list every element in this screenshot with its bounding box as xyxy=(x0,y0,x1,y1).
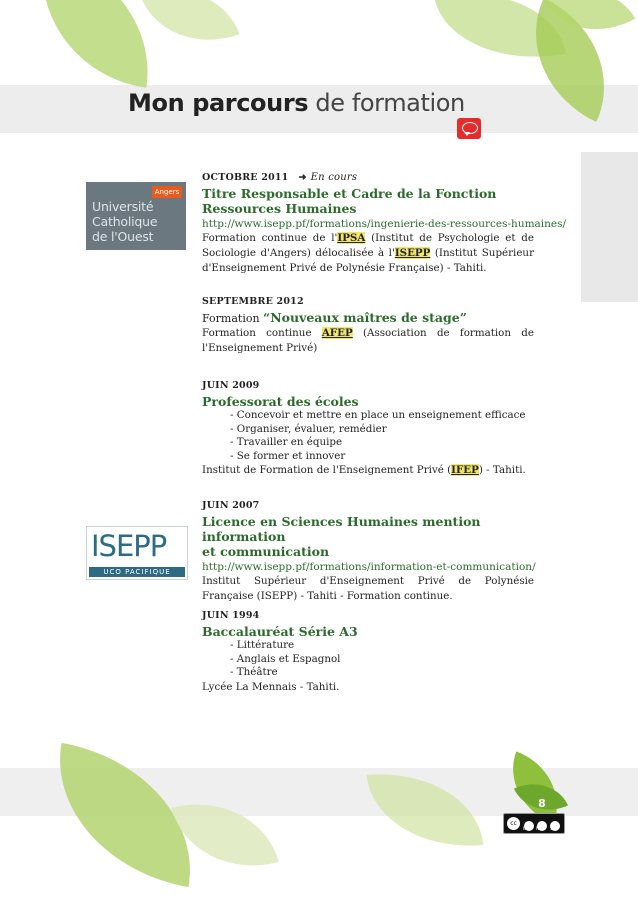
formation-entry xyxy=(202,172,567,276)
page-title-bold: Mon parcours xyxy=(128,89,309,117)
entry-date: SEPTEMBRE 2012 xyxy=(202,296,304,307)
entry-title: Baccalauréat Série A3 xyxy=(202,624,358,639)
license-labels: BY NC SA xyxy=(523,827,560,832)
ucop-logo xyxy=(86,182,186,250)
list-item: - Théâtre xyxy=(230,666,278,678)
list-item: - Travailler en équipe xyxy=(230,436,343,448)
entry-link[interactable]: http://www.isepp.pf/formations/information-et-communication/ xyxy=(202,561,536,573)
entry-status: En cours xyxy=(310,172,358,183)
ucop-logo-line: Catholique xyxy=(92,214,158,229)
list-item: - Organiser, évaluer, remédier xyxy=(230,422,387,435)
entry-date: JUIN 2009 xyxy=(202,380,260,391)
entry-title: Professorat des écoles xyxy=(202,394,359,409)
highlighted-acronym: ISEPP xyxy=(394,247,431,259)
formation-entry xyxy=(202,610,534,695)
list-item: - Littérature xyxy=(230,639,295,651)
arrow-right-icon: ➜ xyxy=(298,172,307,183)
entry-title: Titre Responsable et Cadre de la Fonction Ressources Humaines xyxy=(202,186,497,216)
formation-entry xyxy=(202,296,534,356)
entry-date: OCTOBRE 2011 xyxy=(202,172,289,183)
entry-date: JUIN 1994 xyxy=(202,610,260,621)
list-item: - Concevoir et mettre en place un enseignement efficace xyxy=(230,409,526,421)
ucop-logo-line: de l'Ouest xyxy=(92,229,154,244)
formation-entry xyxy=(202,380,534,478)
entry-description: Formation continue de l'IPSA (Institut de Psychologie et de Sociologie d'Angers) délocalisée à l'ISEPP (Institut Supérieur d'Enseignement Privé de Polynésie Française) - Tahiti. xyxy=(202,232,534,274)
leaf-decoration xyxy=(140,0,239,62)
cc-icon: cc xyxy=(507,817,520,830)
formation-entry xyxy=(202,500,534,604)
speech-bubble-icon[interactable] xyxy=(457,118,481,139)
entry-description: Institut Supérieur d'Enseignement Privé de Polynésie Française (ISEPP) - Tahiti - Formation continue. xyxy=(202,575,534,602)
right-decor-panel xyxy=(581,152,638,302)
page-title-light: de formation xyxy=(308,89,465,117)
entry-description: Institut de Formation de l'Enseignement Privé (IFEP) - Tahiti. xyxy=(202,464,526,476)
list-item: - Se former et innover xyxy=(230,449,346,462)
isepp-logo xyxy=(86,526,188,580)
entry-date: JUIN 2007 xyxy=(202,500,260,511)
page-number: 8 xyxy=(538,797,546,810)
highlighted-acronym: IFEP xyxy=(451,464,479,476)
entry-description: Lycée La Mennais - Tahiti. xyxy=(202,680,340,693)
page-title xyxy=(128,89,465,117)
entry-link[interactable]: http://www.isepp.pf/formations/ingenierie-des-ressources-humaines/ xyxy=(202,218,567,230)
leaf-decoration xyxy=(28,0,163,88)
entry-title: Licence en Sciences Humaines mention information et communication xyxy=(202,514,481,559)
ucop-logo-badge: Angers xyxy=(152,186,182,198)
entry-description: Formation continue AFEP (Association de formation de l'Enseignement Privé) xyxy=(202,327,534,354)
highlighted-acronym: AFEP xyxy=(321,327,353,339)
ucop-logo-line: Université xyxy=(92,199,154,214)
cc-license-badge[interactable] xyxy=(503,813,565,834)
entry-title: Formation “Nouveaux maîtres de stage” xyxy=(202,310,467,325)
isepp-logo-subtext: UCO PACIFIQUE xyxy=(89,567,185,577)
isepp-logo-text: ISEPP xyxy=(91,529,167,563)
highlighted-acronym: IPSA xyxy=(337,232,366,244)
list-item: - Anglais et Espagnol xyxy=(230,652,341,665)
